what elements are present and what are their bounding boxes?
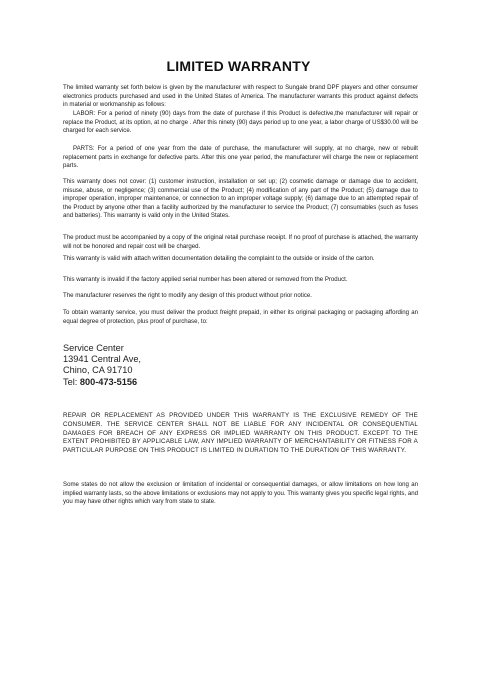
service-center-address <box>63 343 263 388</box>
exclusions-paragraph: This warranty does not cover: (1) customer instruction, installation or set up; (2) cosmetic damage or damage due to accident, misuse, abuse, or negligence; (3) commercial use of the Product; (4) modification of any part of the Product; (5) damage due to improper operation, improper maintenance, or connection to an improper voltage supply; (6) damage due to an attempted repair of the Product by anyone other than a facility authorized by the manufacturer to service the Product; (7) consumables (such as fuses and batteries). This warranty is valid only in the United States. <box>63 178 418 220</box>
closing-paragraph: Some states do not allow the exclusion or limitation of incidental or consequential damages, or allow limitations on how long an implied warranty lasts, so the above limitations or exclusions may not apply to you. This warranty gives you specific legal rights, and you may have other rights which vary from state to state. <box>63 481 418 506</box>
page-title: LIMITED WARRANTY <box>166 58 311 74</box>
receipt-paragraph: The product must be accompanied by a copy of the original retail purchase receipt. If no proof of purchase is attached, the warranty will not be honored and repair cost will be charged. <box>63 234 418 250</box>
design-paragraph: The manufacturer reserves the right to modify any design of this product without prior notice. <box>63 292 312 299</box>
address-name: Service Center <box>63 343 124 353</box>
disclaimer-paragraph: REPAIR OR REPLACEMENT AS PROVIDED UNDER THIS WARRANTY IS THE EXCLUSIVE REMEDY OF THE CONSUMER. THE SERVICE CENTER SHALL NOT BE LIABLE FOR ANY INCIDENTAL OR CONSEQUENTIAL DAMAGES FOR BREACH OF ANY EXPRESS OR IMPLIED WARRANTY ON THIS PRODUCT. EXCEPT TO THE EXTENT PROHIBITED BY APPLICABLE LAW, ANY IMPLIED WARRANTY OF MERCHANTABILITY OR FITNESS FOR A PARTICULAR PURPOSE ON THIS PRODUCT IS LIMITED IN DURATION TO THE DURATION OF THIS WARRANTY. <box>63 412 418 455</box>
documentation-paragraph: This warranty is valid with attach written documentation detailing the complaint to the outside or inside of the carton. <box>63 255 375 262</box>
address-phone <box>63 377 263 388</box>
address-city: Chino, CA 91710 <box>63 365 133 376</box>
parts-paragraph: PARTS: For a period of one year from the date of purchase, the manufacturer will supply, at no charge, new or rebuilt replacement parts in exchange for defective parts. After this one year period, the manufacturer will charge the new or replacement parts. <box>63 145 418 170</box>
phone-number: 800-473-5156 <box>79 376 138 387</box>
service-paragraph: To obtain warranty service, you must deliver the product freight prepaid, in either its original packaging or packaging affording an equal degree of protection, plus proof of purchase, to: <box>63 309 418 325</box>
phone-label: Tel: <box>63 376 78 387</box>
address-street: 13941 Central Ave, <box>63 354 141 365</box>
labor-paragraph: LABOR: For a period of ninety (90) days from the date of purchase if this Product is defective,the manufacturer will repair or replace the Product, at its option, at no charge . After this ninety (90) days period up to one year, a labor charge of US$30.00 will be charged for each service. <box>63 110 418 135</box>
serial-paragraph: This warranty is invalid if the factory applied serial number has been altered or removed from the Product. <box>63 276 348 283</box>
intro-paragraph: The limited warranty set forth below is given by the manufacturer with respect to Sungale brand DPF players and other consumer electronics products purchased and used in the United States of America. The manufacturer warrants this product against defects in material or workmanship as follows: <box>63 84 418 109</box>
